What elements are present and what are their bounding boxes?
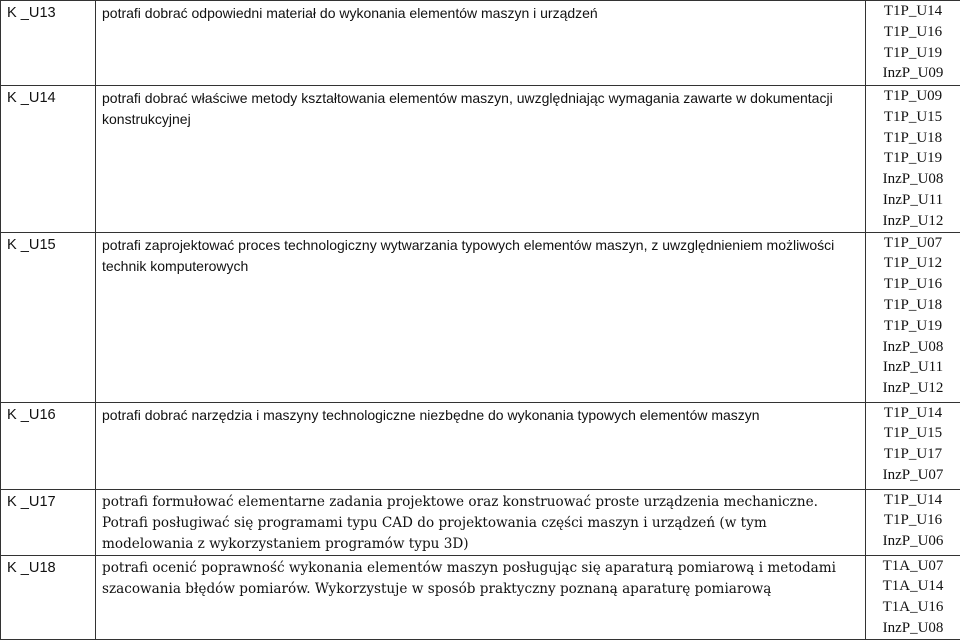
outcome-references [866,489,960,555]
table-row [1,555,960,639]
reference-code: T1A_U14 [866,576,960,597]
table-row [1,489,960,555]
outcome-description: potrafi dobrać odpowiedni materiał do wykonania elementów maszyn i urządzeń [96,1,866,86]
outcome-description: potrafi dobrać narzędzia i maszyny technologiczne niezbędne do wykonania typowych elementów maszyn [96,402,866,489]
reference-code: T1P_U09 [866,86,960,107]
reference-code: T1P_U14 [866,403,960,424]
table-row [1,86,960,233]
outcome-description: potrafi zaprojektować proces technologiczny wytwarzania typowych elementów maszyn, z uwzględnieniem możliwości technik komputerowych [96,232,866,402]
reference-code: T1P_U19 [866,316,960,337]
outcome-code: K _U17 [1,489,96,555]
outcome-code: K _U14 [1,86,96,233]
reference-code: InzP_U08 [866,169,960,190]
outcome-references [866,402,960,489]
outcome-description: potrafi formułować elementarne zadania projektowe oraz konstruować proste urządzenia mechaniczne. Potrafi posługiwać się programami typu CAD do projektowania części maszyn i urządzeń (w tym modelowania z wykorzystaniem programów typu 3D) [96,489,866,555]
outcome-code: K _U15 [1,232,96,402]
reference-code: T1P_U16 [866,22,960,43]
reference-code: InzP_U12 [866,211,960,232]
reference-code: T1P_U15 [866,107,960,128]
reference-code: InzP_U08 [866,618,960,639]
reference-code: InzP_U11 [866,357,960,378]
reference-code: T1P_U14 [866,490,960,511]
reference-code: T1P_U15 [866,423,960,444]
outcome-references [866,86,960,233]
outcome-references [866,232,960,402]
reference-code: T1P_U19 [866,148,960,169]
outcome-references [866,555,960,639]
outcome-references [866,1,960,86]
reference-code: InzP_U11 [866,190,960,211]
reference-code: InzP_U08 [866,337,960,358]
reference-code: T1P_U12 [866,253,960,274]
reference-code: T1P_U07 [866,233,960,254]
table-row [1,402,960,489]
outcome-code: K _U13 [1,1,96,86]
reference-code: T1P_U18 [866,295,960,316]
reference-code: T1P_U18 [866,128,960,149]
reference-code: T1P_U19 [866,43,960,64]
reference-code: T1P_U16 [866,274,960,295]
table-row [1,232,960,402]
reference-code: T1A_U07 [866,556,960,577]
outcome-description: potrafi ocenić poprawność wykonania elementów maszyn posługując się aparaturą pomiarową i metodami szacowania błędów pomiarów. Wykorzystuje w sposób praktyczny poznaną aparaturę pomiarową [96,555,866,639]
reference-code: InzP_U07 [866,465,960,486]
reference-code: T1P_U14 [866,1,960,22]
reference-code: InzP_U12 [866,378,960,399]
table-row [1,1,960,86]
reference-code: InzP_U09 [866,63,960,84]
outcome-code: K _U18 [1,555,96,639]
reference-code: T1P_U17 [866,444,960,465]
reference-code: T1A_U16 [866,597,960,618]
outcome-code: K _U16 [1,402,96,489]
reference-code: T1P_U16 [866,510,960,531]
outcome-description: potrafi dobrać właściwe metody kształtowania elementów maszyn, uwzględniając wymagania zawarte w dokumentacji konstrukcyjnej [96,86,866,233]
reference-code: InzP_U06 [866,531,960,552]
